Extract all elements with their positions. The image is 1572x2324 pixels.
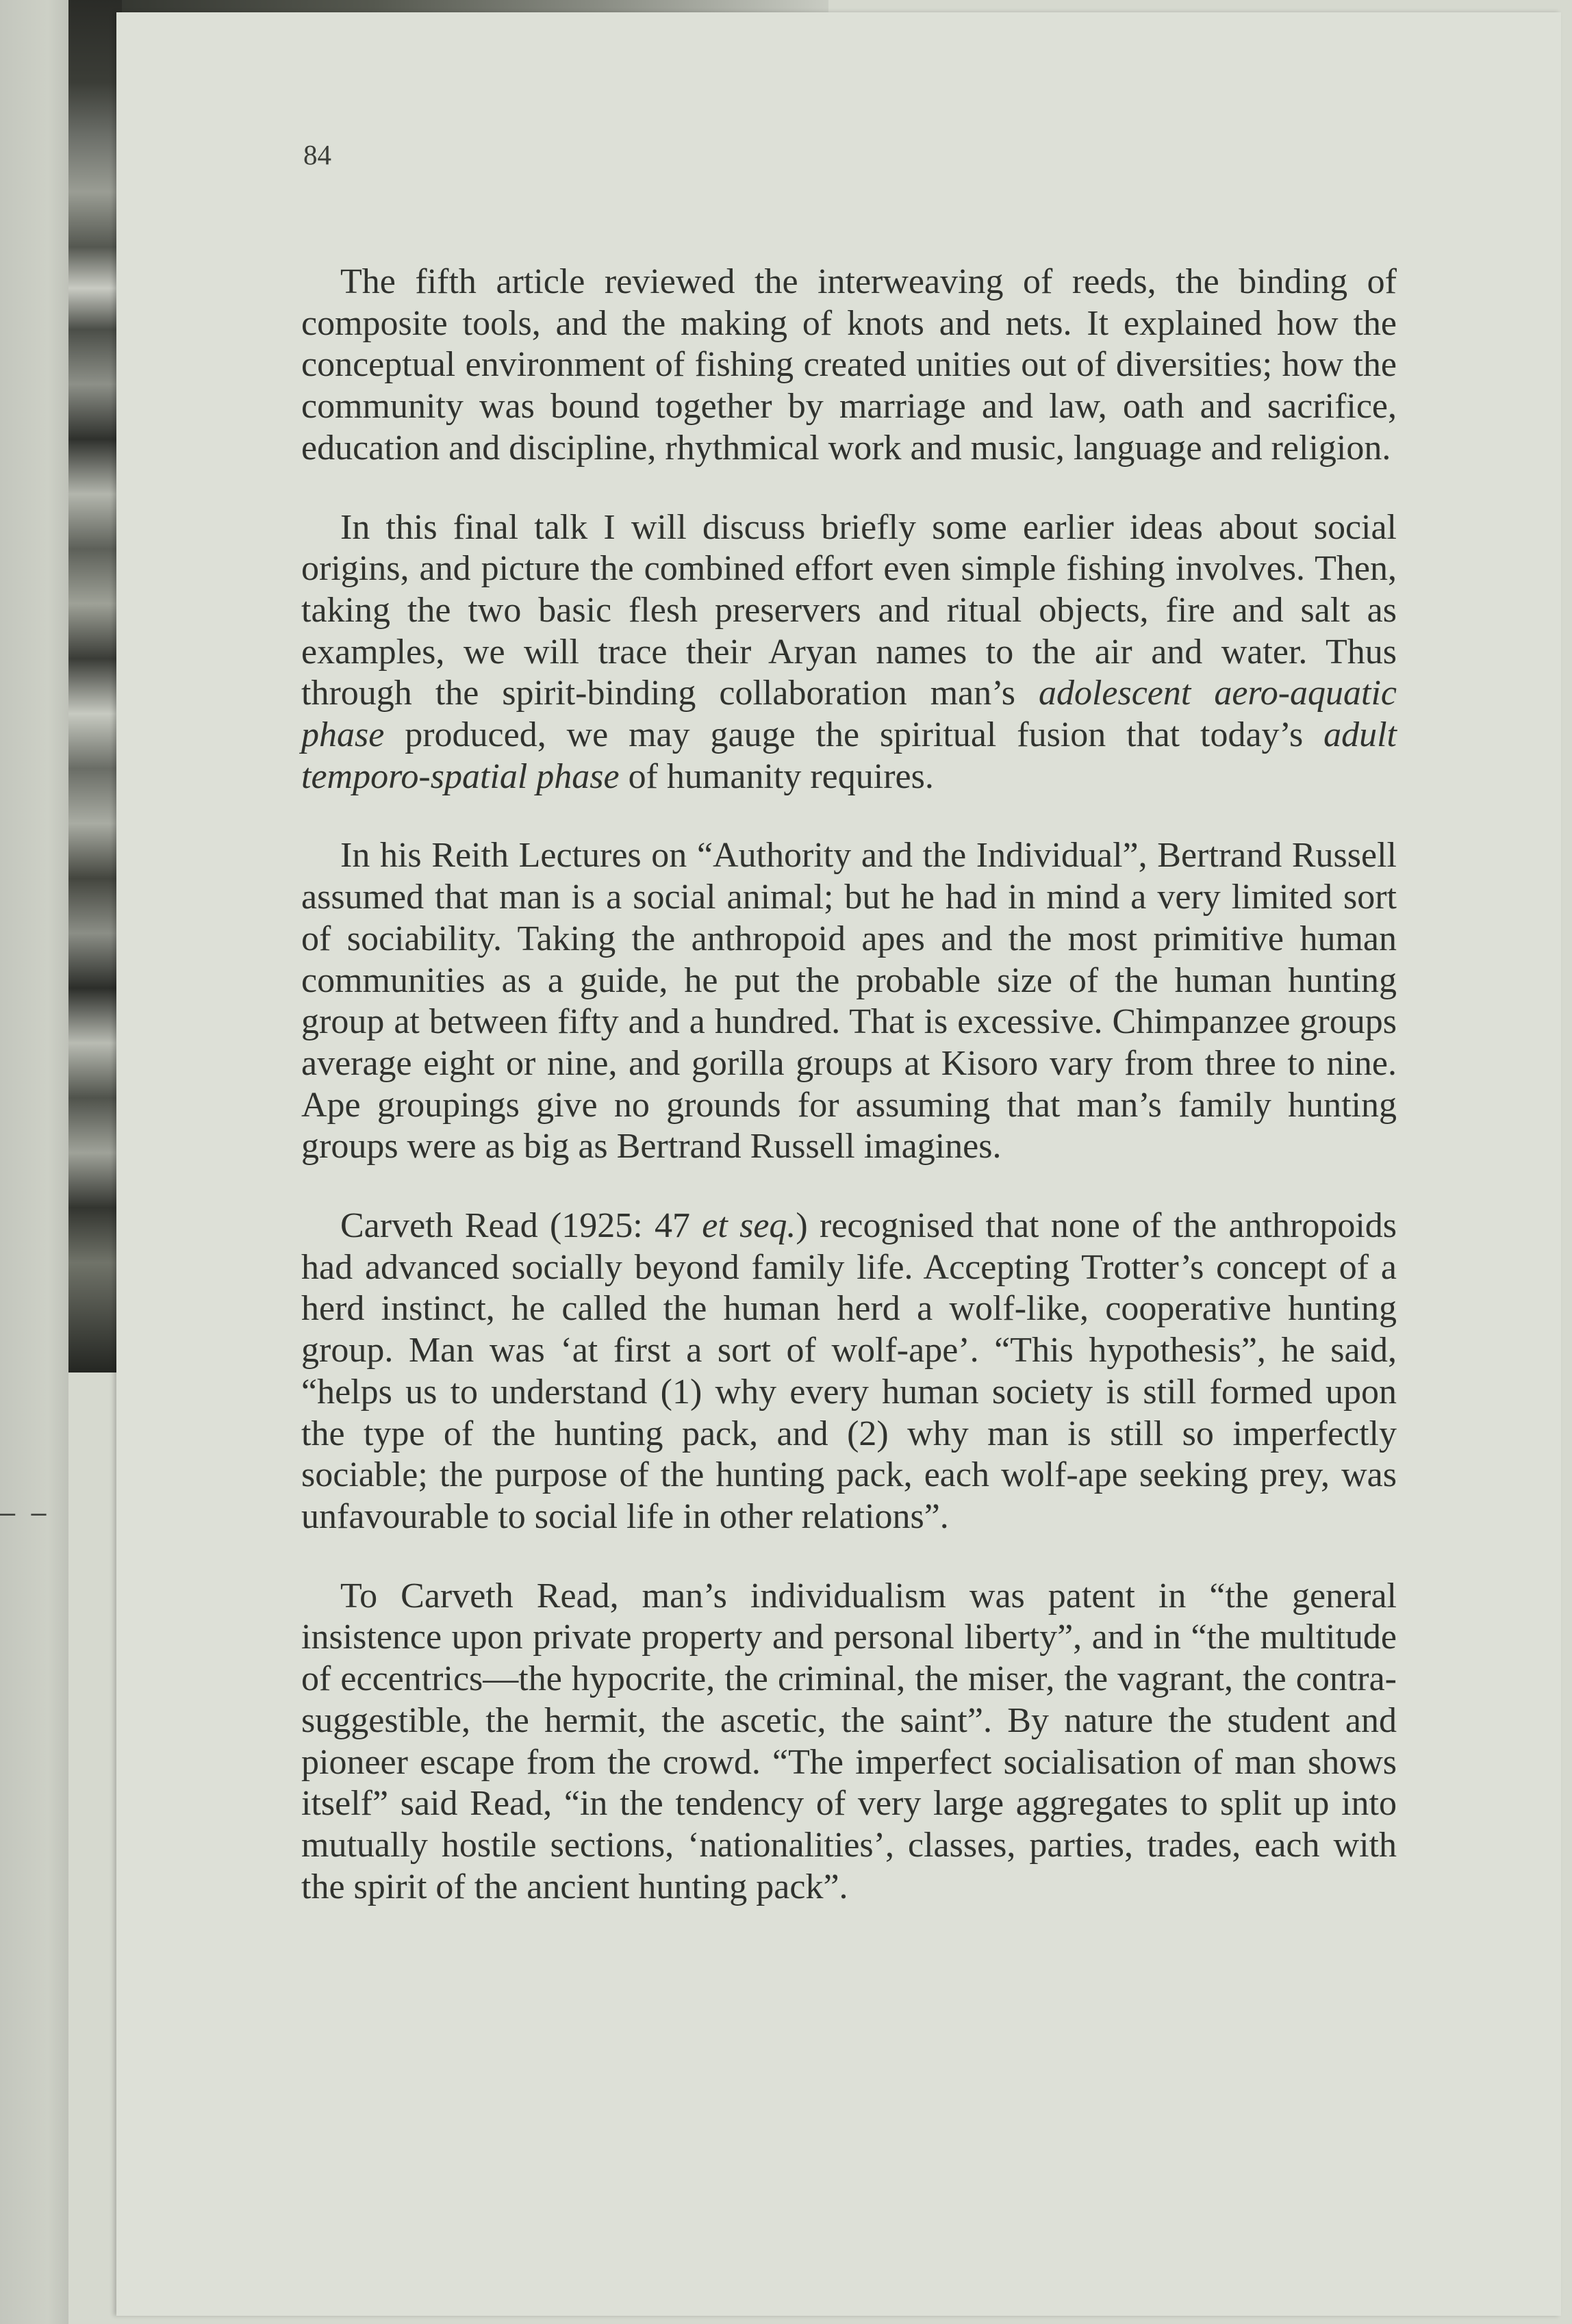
paragraph bbox=[301, 1576, 1397, 1908]
italic-text-run: et seq. bbox=[702, 1206, 796, 1246]
text-run: In this final talk I will discuss briefly some earlier ideas about social origins, and picture the combined effort even simple fishing involves. Then, taking the two basic flesh preservers and ritual objects, fire and salt as examples, we will trace their Aryan names to the air and water. Thus through the spirit-binding collaboration man’s bbox=[301, 507, 1397, 713]
text-run: To Carveth Read, man’s individualism was patent in “the general insistence upon private property and personal liberty”, and in “the multitude of eccentrics—the hypocrite, the criminal, the miser, the vagrant, the contra-suggestible, the hermit, the ascetic, the saint”. By nature the student and pioneer escape from the crowd. “The imperfect socialisation of man shows itself” said Read, “in the tendency of very large aggregates to split up into mutually hostile sections, ‘nationalities’, classes, parties, trades, each with the spirit of the ancient hunting pack”. bbox=[301, 1576, 1397, 1906]
page-number: 84 bbox=[303, 139, 331, 170]
italic-text-run: adult temporo-spatial phase bbox=[301, 715, 1397, 796]
text-run: In his Reith Lectures on “Authority and the Individual”, Bertrand Russell assumed that man is a social animal; but he had in mind a very limited sort of sociability. Taking the anthropoid apes and the most primitive human communities as a guide, he put the probable size of the human hunting group at between fifty and a hundred. That is excessive. Chimpanzee groups average eight or nine, and gorilla groups at Kisoro vary from three to nine. Ape groupings give no grounds for assuming that man’s family hunting groups were as big as Bertrand Russell imagines. bbox=[301, 836, 1397, 1166]
facing-page-photo-strip bbox=[68, 0, 122, 1372]
italic-text-run: adolescent aero-aquatic phase bbox=[301, 674, 1397, 755]
paragraph bbox=[301, 835, 1397, 1168]
text-run: The fifth article reviewed the interweaving of reeds, the binding of composite tools, and the making of knots and nets. It explained how the conceptual environment of fishing created unities out of diversities; how the community was bound together by marriage and law, oath and sacrifice, education and discipline, rhythmical work and music, language and religion. bbox=[301, 262, 1397, 468]
text-run: of humanity requires. bbox=[619, 756, 934, 796]
paragraph bbox=[301, 507, 1397, 798]
paragraph bbox=[301, 1205, 1397, 1538]
text-run: Carveth Read (1925: 47 bbox=[340, 1206, 702, 1246]
margin-dash-marks: – – bbox=[0, 1498, 51, 1528]
text-run: ) recognised that none of the anthropoids had advanced socially beyond family life. Accepting Trotter’s concept of a herd instinct, he called the human herd a wolf-like, cooperative hunting group. Man was ‘at first a sort of wolf-ape’. “This hypothesis”, he said, “helps us to understand (1) why every human society is still formed upon the type of the hunting pack, and (2) why man is still so imperfectly sociable; the purpose of the hunting pack, each wolf-ape seeking prey, was unfavourable to social life in other relations”. bbox=[301, 1206, 1397, 1536]
facing-page-edge bbox=[0, 0, 68, 2324]
text-run: produced, we may gauge the spiritual fusion that today’s bbox=[384, 715, 1324, 755]
paragraph bbox=[301, 261, 1397, 470]
body-text bbox=[301, 261, 1397, 1908]
